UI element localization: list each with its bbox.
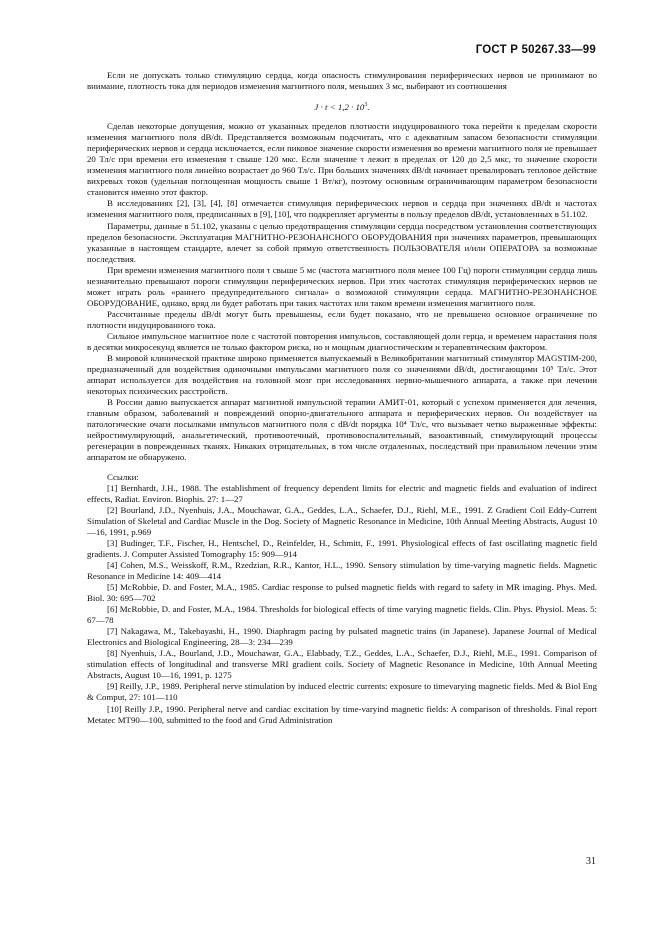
reference-item: [1] Bernhardt, J.H., 1988. The establishment of frequency dependent limits for electric and magnetic fields and evaluation of indirect effects, Radiat. Environ. Biophis. 27: 1—27 [87,482,597,504]
paragraph: Если не допускать только стимуляцию сердца, когда опасность стимулирования периферических нервов не принимают во внимание, плотность тока для периодов изменения магнитного поля, меньших 3 мс, выбирают из соотношения [87,70,597,92]
formula-text: J · t < 1,2 · 10 [314,102,365,113]
reference-item: [5] McRobbie, D. and Foster, M.A., 1985. Cardiac response to pulsed magnetic fields with regard to safety in MR imaging. Phys. Med. Biol. 30: 695—702 [87,582,597,604]
page-number: 31 [586,856,596,867]
formula-tail: . [367,102,370,113]
paragraph: Рассчитанные пределы dB/dt могут быть превышены, если будет показано, что не превышено основное ограничение по плотности индуцированного тока. [87,308,597,330]
document-body [87,70,597,726]
paragraph: В мировой клинической практике широко применяется выпускаемый в Великобритании магнитный стимулятор MAGSTIM-200, предназначенный для воздействия одиночными импульсами магнитного поля со значениями dB/dt, достигающими 10⁵ Тл/с. Этот аппарат используется для воздействия на головной мозг при исследованиях нервно-мышечного аппарата, а также при лечении некоторых психических расстройств. [87,353,597,397]
reference-item: [6] McRobbie, D. and Foster, M.A., 1984. Thresholds for biological effects of time varying magnetic fields. Clin. Phys. Physiol. Meas. 5: 67—78 [87,604,597,626]
reference-item: [3] Budinger, T.F., Fischer, H., Hentschel, D., Reinfelder, H., Schmitt, F., 1991. Physiological effects of fast oscillating magnetic field gradients. J. Computer Assisted Tomography 15: 909—914 [87,537,597,559]
paragraph: В исследованиях [2], [3], [4], [8] отмечается стимуляция периферических нервов и сердца при значениях dB/dt и частотах изменения магнитного поля, предписанных в [9], [10], что подкрепляет аргументы в пользу пределов dB/dt, установленных в 51.102. [87,198,597,220]
reference-item: [4] Cohen, M.S., Weisskoff, R.M., Rzedzian, R.R., Kantor, H.L., 1990. Sensory stimulation by time-varying magnetic fields. Magnetic Resonance in Medicine 14: 409—414 [87,559,597,581]
references-heading: Ссылки: [107,471,139,482]
paragraph: Сильное импульсное магнитное поле с частотой повторения импульсов, составляющей доли герца, и временем нарастания поля в десятки микросекунд является не только фактором риска, но и мощным диагностическим и терапевтическим фактором. [87,330,597,353]
reference-item: [9] Reilly, J.P., 1989. Peripheral nerve stimulation by induced electric currents: exposure to timevarying magnetic fields. Med & Biol Eng & Comput, 27: 101—110 [87,681,597,703]
paragraph: Сделав некоторые допущения, можно от указанных пределов плотности индуцированного тока перейти к пределам скорости изменения магнитного поля dB/dt. Представляется возможным подсчитать, что с адекватным запасом безопасности стимуляции периферических нервов и сердца исключается, если пиковое значение скорости изменения во времени магнитного поля не превышает 20 Тл/с при времени его изменения τ свыше 120 мкс. Если значение τ лежит в пределах от 120 до 2,5 мкс, то значение скорости изменения магнитного поля линейно возрастает до 960 Тл/с. При больших значениях dB/dt начинает превалировать тепловое действие вихревых токов (удельная поглощенная мощность свыше 1 Вт/кг), поэтому основным ограничивающим параметром безопасности становится именно этот фактор. [87,121,597,198]
paragraph: Параметры, данные в 51.102, указаны с целью предотвращения стимуляции сердца посредством установления соответствующих пределов безопасности. Эксплуатация МАГНИТНО-РЕЗОНАНСНОГО ОБОРУДОВАНИЯ при значениях параметров, превышающих указанные в настоящем стандарте, влечет за собой прямую ответственность ПОЛЬЗОВАТЕЛЯ и/или ОПЕРАТОРА за возможные последствия. [87,220,597,264]
reference-item: [2] Bourland, J.D., Nyenhuis, J.A., Mouchawar, G.A., Geddes, L.A., Schaefer, D.J., Riehl, M.E., 1991. Z Gradient Coil Eddy-Current Simulation of Skeletal and Cardiac Muscle in the Dog. Society of Magnetic Resonance in Medicine, 10th Annual Meeting Abstracts, August 10—16, 1991, p.969 [87,504,597,537]
paragraph: В России давно выпускается аппарат магнитной импульсной терапии АМИТ-01, который с успехом применяется для лечения, главным образом, заболеваний и повреждений опорно-двигательного аппарата и периферических нервов. Он воздействует на патологические очаги посылками импульсов магнитного поля с dB/dt порядка 10⁴ Тл/с, что вызывает четко выраженные эффекты: нейростимулирующий, анальгетический, противоотечный, противовоспалительный, вазоактивный, стимулирующий процессы регенерации в поврежденных тканях. Никаких отрицательных, в том числе отдаленных, последствий при правильном лечении этим аппаратом не обнаружено. [87,397,597,463]
reference-item: [10] Reilly J.P., 1990. Peripheral nerve and cardiac excitation by time-varyind magnetic fields: A comparison of thresholds. Final report Metatec MT90—100, submitted to the food and Grud Administration [87,703,597,725]
reference-item: [8] Nyenhuis, J.A., Bourland, J.D., Mouchawar, G.A., Elabbady, T.Z., Geddes, L.A., Schaefer, D.J., Riehl, M.E., 1991. Comparison of stimulation effects of longitudinal and transverse MRI gradient coils. Society of Magnetic Resonance in Medicine, 10th Annual Meeting Abstracts, August 10—16, 1991, p. 1275 [87,648,597,681]
reference-item: [7] Nakagawa, M., Takebayashi, H., 1990. Diaphragm pacing by pulsated magnetic trains (in Japanese). Japanese Journal of Medical Electronics and Biological Engineering, 28—3: 234—239 [87,626,597,648]
paragraph: При времени изменения магнитного поля τ свыше 5 мс (частота магнитного поля менее 100 Гц) пороги стимуляции сердца лишь незначительно превышают пороги стимуляции периферических нервов. При этих частотах стимуляция периферических нервов не может играть роль «раннего предупредительного сигнала» о возможной стимуляции сердца. МАГНИТНО-РЕЗОНАНСНОЕ ОБОРУДОВАНИЕ, однако, вряд ли будет работать при таких частотах или таком времени изменения магнитного поля. [87,264,597,308]
standard-code-header: ГОСТ Р 50267.33—99 [475,44,596,56]
formula [87,100,597,113]
formula-exponent: 3 [364,102,368,109]
